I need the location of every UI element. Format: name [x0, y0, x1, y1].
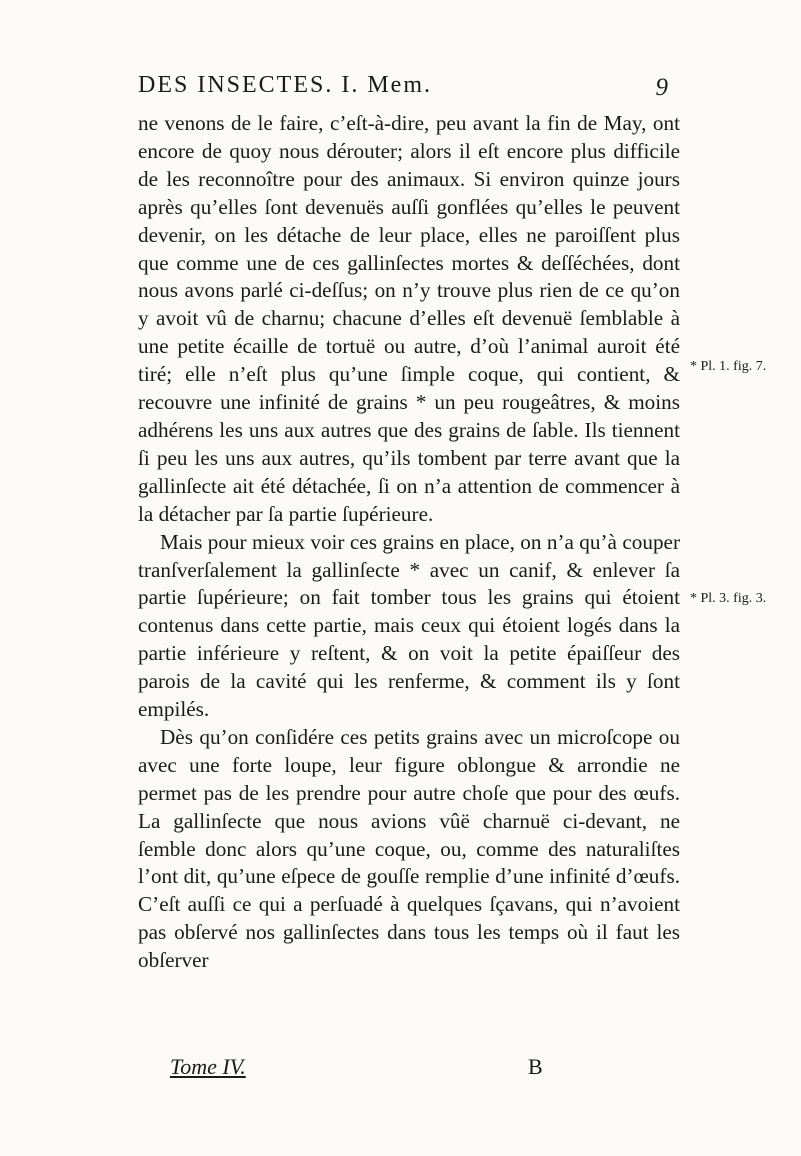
page-footer [170, 1054, 570, 1084]
body-text [138, 110, 680, 975]
running-title: DES INSECTES. I. Mem. [138, 72, 432, 98]
page-header [120, 72, 670, 104]
signature-mark: B [528, 1054, 543, 1079]
paragraph: Dès qu’on conſidére ces petits grains avec un microſcope ou avec une forte loupe, leur figure oblongue & arrondie ne permet pas de les prendre pour autre choſe que pour des œufs. La gallinſecte que nous avions vûë charnuë ci-devant, ne ſemble donc alors qu’une coque, ou, comme des naturaliſtes l’ont dit, qu’une eſpece de gouſſe remplie d’une infinité d’œufs. C’eſt auſſi ce qui a perſuadé à quelques ſçavans, qui n’avoient pas obſervé nos gallinſectes dans tous les temps où il faut les obſerver [138, 724, 680, 973]
paragraph: ne venons de le faire, c’eſt-à-dire, peu avant la fin de May, ont encore de quoy nous dérouter; alors il eſt encore plus difficile de les reconnoître pour des animaux. Si environ quinze jours après qu’elles ſont devenuës auſſi gonflées qu’elles le peuvent devenir, on les détache de leur place, elles ne paroiſſent plus que comme une de ces gallinſectes mortes & deſſéchées, dont nous avons parlé ci-deſſus; on n’y trouve plus rien de ce qu’on y avoit vû de charnu; chacune d’elles eſt devenuë ſemblable à une petite écaille de tortuë ou autre, d’où l’animal auroit été tiré; elle n’eſt plus qu’une ſimple coque, qui contient, & recouvre une infinité de grains * un peu rougeâtres, & moins adhérens les uns aux autres que des grains de ſable. Ils tiennent ſi peu les uns aux autres, qu’ils tombent par terre avant que la gallinſecte ait été détachée, ſi on n’a attention de commencer à la détacher par ſa partie ſupérieure. [138, 111, 680, 526]
paragraph: Mais pour mieux voir ces grains en place, on n’a qu’à couper tranſverſalement la gallinſecte * avec un canif, & enlever ſa partie ſupérieure; on fait tomber tous les grains qui étoient contenus dans cette partie, mais ceux qui étoient logés dans la partie inférieure y reſtent, & on voit la petite épaiſſeur des parois de la cavité qui les renferme, & comment ils y ſont empilés. [138, 529, 680, 722]
margin-note-plate-1: * Pl. 1. fig. 7. [690, 359, 767, 374]
margin-note-plate-3: * Pl. 3. fig. 3. [690, 591, 767, 606]
volume-label: Tome IV. [170, 1054, 246, 1079]
page-number: 9 [655, 74, 670, 101]
